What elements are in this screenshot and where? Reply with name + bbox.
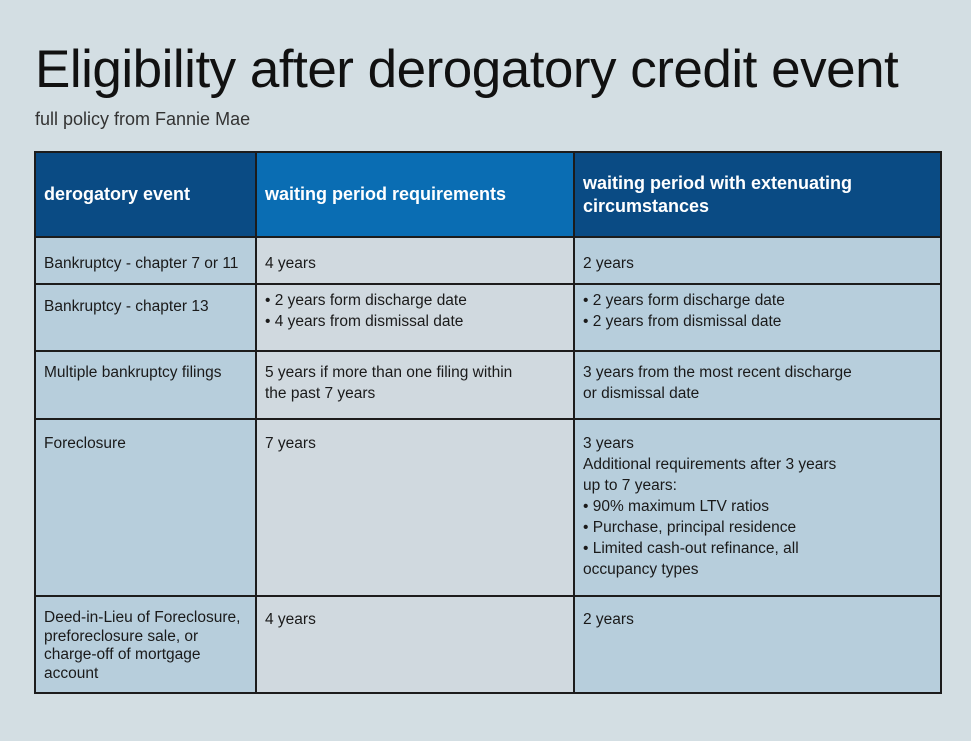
extenuating-cell bbox=[574, 237, 941, 284]
event-label: Multiple bankruptcy filings bbox=[44, 364, 222, 381]
extenuating-line: • 90% maximum LTV ratios bbox=[583, 498, 770, 515]
extenuating-line: • 2 years from dismissal date bbox=[583, 313, 782, 330]
event-label-line: Deed-in-Lieu of Foreclosure, bbox=[44, 609, 241, 626]
waiting-cell bbox=[256, 419, 574, 596]
event-label-line: charge-off of mortgage bbox=[44, 646, 201, 663]
event-cell bbox=[35, 284, 256, 351]
event-cell bbox=[35, 596, 256, 693]
header-waiting-period: waiting period requirements bbox=[256, 152, 574, 237]
extenuating-line: Additional requirements after 3 years bbox=[583, 456, 837, 473]
extenuating-line: • 2 years form discharge date bbox=[583, 292, 785, 309]
extenuating-line: up to 7 years: bbox=[583, 477, 677, 494]
table-row bbox=[35, 351, 941, 419]
header-derogatory-event: derogatory event bbox=[35, 152, 256, 237]
extenuating-line: 2 years bbox=[583, 255, 634, 272]
event-label: Foreclosure bbox=[44, 435, 126, 452]
extenuating-line: occupancy types bbox=[583, 561, 699, 578]
waiting-cell bbox=[256, 237, 574, 284]
waiting-line: the past 7 years bbox=[265, 385, 376, 402]
table-row bbox=[35, 237, 941, 284]
waiting-line: 5 years if more than one filing within bbox=[265, 364, 513, 381]
extenuating-line: • Limited cash-out refinance, all bbox=[583, 540, 799, 557]
table-row bbox=[35, 596, 941, 693]
table-row bbox=[35, 284, 941, 351]
table-header-row bbox=[35, 152, 941, 237]
eligibility-table bbox=[34, 151, 942, 694]
page-title: Eligibility after derogatory credit event bbox=[35, 40, 899, 99]
waiting-line: • 4 years from dismissal date bbox=[265, 313, 464, 330]
extenuating-cell bbox=[574, 596, 941, 693]
extenuating-line: 3 years from the most recent discharge bbox=[583, 364, 852, 381]
extenuating-line: or dismissal date bbox=[583, 385, 700, 402]
extenuating-cell bbox=[574, 351, 941, 419]
event-label: Bankruptcy - chapter 13 bbox=[44, 298, 209, 315]
waiting-line: 4 years bbox=[265, 611, 316, 628]
waiting-line: 7 years bbox=[265, 435, 316, 452]
waiting-cell bbox=[256, 596, 574, 693]
header-extenuating-circumstances: waiting period with extenuating circumstances bbox=[574, 152, 941, 237]
waiting-cell bbox=[256, 284, 574, 351]
page-subtitle: full policy from Fannie Mae bbox=[35, 109, 251, 129]
event-label: Bankruptcy - chapter 7 or 11 bbox=[44, 255, 239, 272]
extenuating-line: 2 years bbox=[583, 611, 634, 628]
event-cell bbox=[35, 419, 256, 596]
waiting-line: 4 years bbox=[265, 255, 316, 272]
event-cell bbox=[35, 237, 256, 284]
extenuating-line: • Purchase, principal residence bbox=[583, 519, 797, 536]
extenuating-cell bbox=[574, 419, 941, 596]
extenuating-line: 3 years bbox=[583, 435, 634, 452]
waiting-line: • 2 years form discharge date bbox=[265, 292, 467, 309]
waiting-cell bbox=[256, 351, 574, 419]
event-label-line: preforeclosure sale, or bbox=[44, 627, 199, 645]
event-label-line: account bbox=[44, 664, 99, 682]
table-row bbox=[35, 419, 941, 596]
event-cell bbox=[35, 351, 256, 419]
extenuating-cell bbox=[574, 284, 941, 351]
